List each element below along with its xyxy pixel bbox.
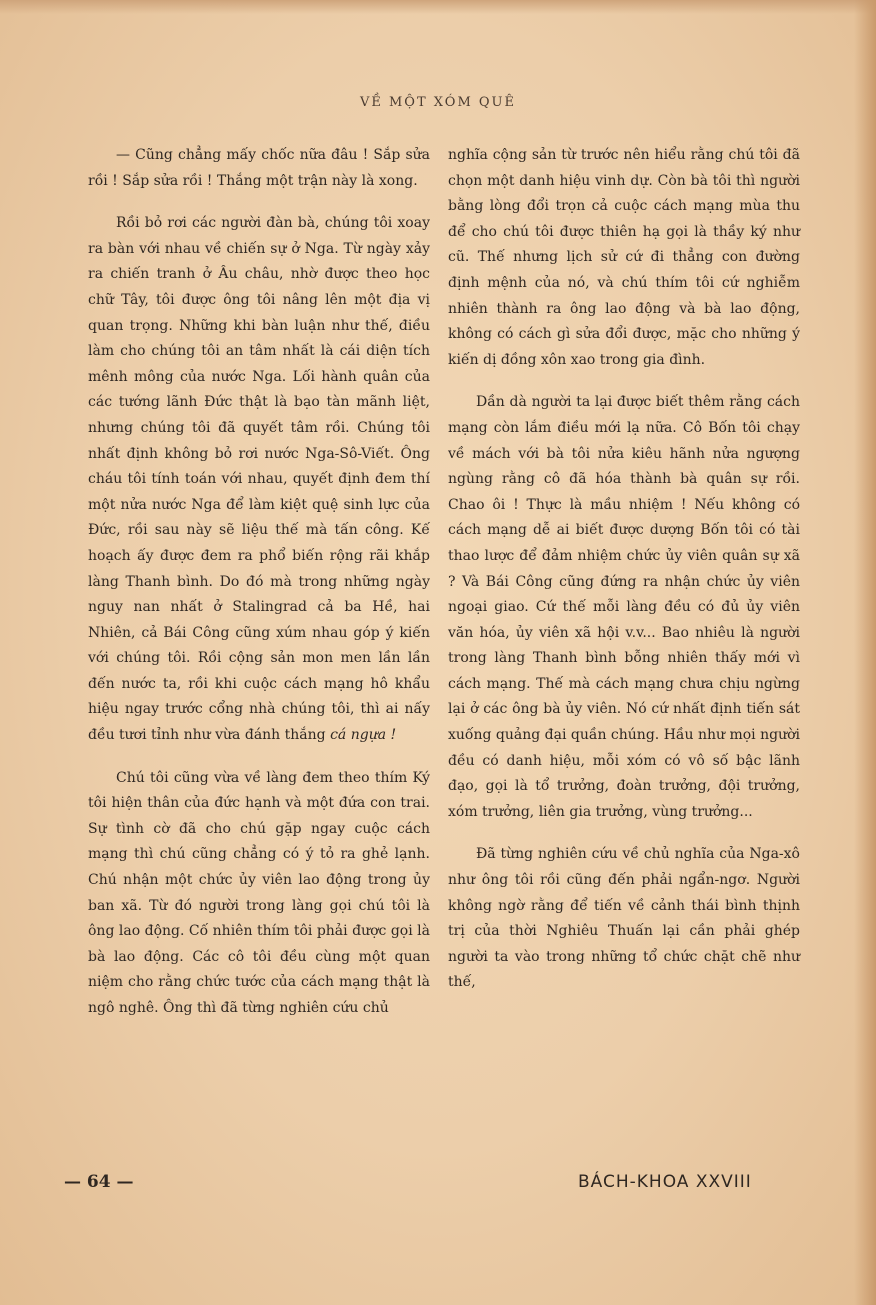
paragraph-text: Đã từng nghiên cứu về chủ nghĩa của Nga-xô như ông tôi rồi cũng đến phải ngẩn-ngơ. Người không ngờ rằng để tiến về cảnh thái bình thịnh trị của thời Nghiêu Thuấn lại cần phải ghép người ta vào trong những tổ chức chặt chẽ như thế, xyxy=(448,846,800,991)
right-column xyxy=(448,143,800,1013)
paragraph-text: nghĩa cộng sản từ trước nên hiểu rằng chú tôi đã chọn một danh hiệu vinh dự. Còn bà tôi thì người bằng lòng đổi trọn cả cuộc cách mạng mùa thu để cho chú tôi được thiên hạ gọi là thầy ký như cũ. Thế nhưng lịch sử cứ đi thẳng con đường định mệnh của nó, và chú thím tôi cứ nghiễm nhiên thành ra ông lao động và bà lao động, không có cách gì sửa đổi được, mặc cho những ý kiến dị đồng xôn xao trong gia đình. xyxy=(448,147,800,368)
paragraph-text: — Cũng chẳng mấy chốc nữa đâu ! Sắp sửa rồi ! Sắp sửa rồi ! Thắng một trận này là xong. xyxy=(88,147,430,189)
left-column xyxy=(88,143,430,1039)
running-title: VỀ MỘT XÓM QUÊ xyxy=(359,95,516,110)
paragraph-text: Chú tôi cũng vừa về làng đem theo thím Ký tôi hiện thân của đức hạnh và một đứa con trai. Sự tình cờ đã cho chú gặp ngay cuộc cách mạng thì chú cũng chẳng có ý tỏ ra ghẻ lạnh. Chú nhận một chức ủy viên lao động trong ủy ban xã. Từ đó người trong làng gọi chú tôi là ông lao động. Cố nhiên thím tôi phải được gọi là bà lao động. Các cô tôi đều cùng một quan niệm cho rằng chức tước của cách mạng thật là ngô nghê. Ông thì đã từng nghiên cứu chủ xyxy=(88,769,430,1016)
paragraph-text: Dần dà người ta lại được biết thêm rằng cách mạng còn lắm điều mới lạ nữa. Cô Bốn tôi chạy về mách với bà tôi nửa kiêu hãnh nửa ngượng ngùng rằng cô đã hóa thành bà quân sự rồi. Chao ôi ! Thực là mầu nhiệm ! Nếu không có cách mạng dễ ai biết được dượng Bốn tôi có tài thao lược để đảm nhiệm chức ủy viên quân sự xã ? Và Bái Công cũng đứng ra nhận chức ủy viên ngoại giao. Cứ thế mỗi làng đều có đủ ủy viên văn hóa, ủy viên xã hội v.v... Bao nhiêu là người trong làng Thanh bình bỗng nhiên thấy mới vì cách mạng. Thế mà cách mạng chưa chịu ngừng lại ở các ông bà ủy viên. Nó cứ nhất định tiến sát xuống quảng đại quần chúng. Hầu như mọi người đều có danh hiệu, mỗi xóm có vô số bậc lãnh đạo, gọi là tổ trưởng, đoàn trưởng, đội trưởng, xóm trưởng, liên gia trưởng, vùng trưởng... xyxy=(448,394,800,820)
paragraph-text: Rồi bỏ rơi các người đàn bà, chúng tôi xoay ra bàn với nhau về chiến sự ở Nga. Từ ngày xảy ra chiến tranh ở Âu châu, nhờ được theo học chữ Tây, tôi được ông tôi nâng lên một địa vị quan trọng. Những khi bàn luận như thế, điều làm cho chúng tôi an tâm nhất là cái diện tích mênh mông của nước Nga. Lối hành quân của các tướng lãnh Đức thật là bạo tàn mãnh liệt, nhưng chúng tôi đã quyết tâm rồi. Chúng tôi nhất định không bỏ rơi nước Nga-Sô-Viết. Ông cháu tôi tính toán với nhau, quyết định đem thí một nửa nước Nga để làm kiệt quệ sinh lực của Đức, rồi sau này sẽ liệu thế mà tấn công. Kế hoạch ấy được đem ra phổ biến rộng rãi khắp làng Thanh bình. Do đó mà trong những ngày nguy nan nhất ở Stalingrad cả ba Hề, hai Nhiên, cả Bái Công cũng xúm nhau góp ý kiến với chúng tôi. Rồi cộng sản mon men lần lần đến nước ta, rồi khi cuộc cách mạng hô khẩu hiệu ngay trước cổng nhà chúng tôi, thì ai nấy đều tươi tỉnh như vừa đánh thắng xyxy=(88,215,430,744)
paragraph xyxy=(448,842,800,996)
paragraph xyxy=(88,211,430,748)
page-number: — 64 — xyxy=(64,1172,134,1192)
paragraph xyxy=(88,766,430,1022)
paragraph xyxy=(448,143,800,373)
paragraph xyxy=(88,143,430,194)
journal-name: BÁCH-KHOA XXVIII xyxy=(578,1172,752,1192)
emphasis-text: cá ngựa ! xyxy=(330,727,397,744)
paragraph xyxy=(448,390,800,825)
